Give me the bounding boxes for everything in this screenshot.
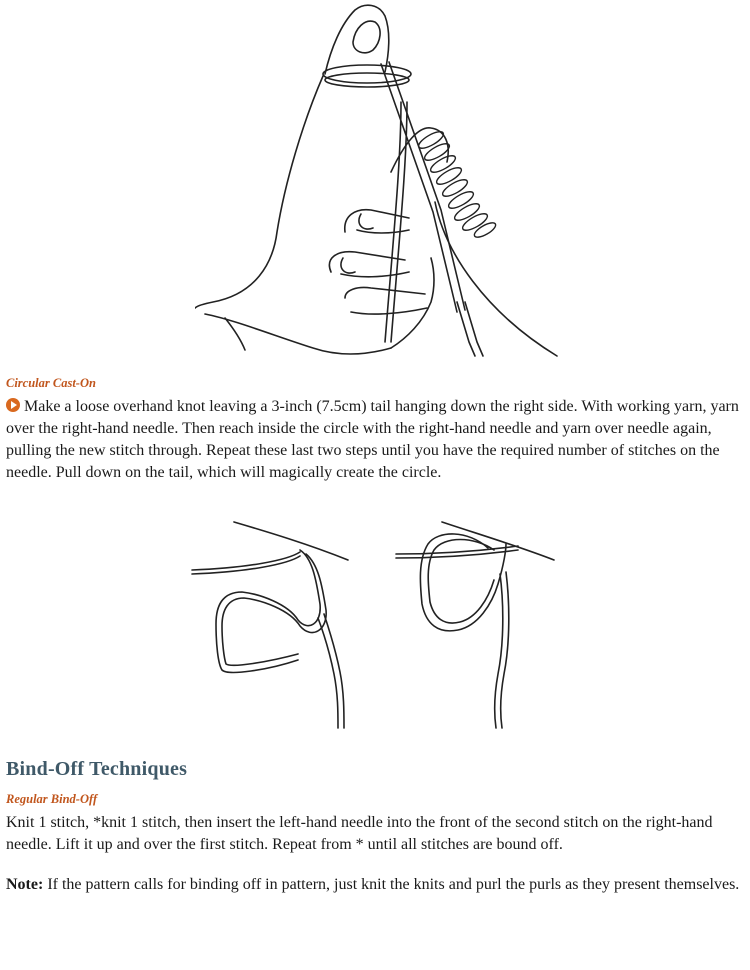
right-tail xyxy=(495,574,503,728)
note-label: Note: xyxy=(6,876,44,893)
hand-outline xyxy=(195,76,323,308)
fingernail-1 xyxy=(359,214,373,229)
finger-1 xyxy=(345,210,409,232)
yarn-strand xyxy=(385,102,401,342)
palm-lower xyxy=(205,314,391,354)
circular-cast-on-text: Make a loose overhand knot leaving a 3-inch (7.5cm) tail hanging down the right side. With working yarn, yarn over the right-hand needle. Then reach inside the circle with the right-hand needle and yarn over needle again, pulling the new stitch through. Repeat these last two steps until you have the required number of stitches on the needle. Pull down on the tail, which will magically create the circle. xyxy=(6,398,739,481)
right-needle-top xyxy=(442,522,554,560)
fingernail-2 xyxy=(341,258,355,273)
thumbnail xyxy=(353,21,380,53)
loop-diagram-illustration xyxy=(188,514,562,734)
finger-1-tip xyxy=(357,230,409,233)
play-arrow-icon xyxy=(6,398,20,412)
note-text: If the pattern calls for binding off in pattern, just knit the knits and purl the purls as they present themselves. xyxy=(43,876,740,893)
finger-3-tip xyxy=(351,308,427,314)
left-loop-outer xyxy=(216,550,320,672)
yarn-strand-2 xyxy=(391,102,407,342)
regular-bind-off-text: Knit 1 stitch, *knit 1 stitch, then insert the left-hand needle into the front of the second stitch on the right-hand needle. Lift it up and over the first stitch. Repeat from * until all stitches are bound off. xyxy=(6,814,713,853)
circular-cast-on-paragraph xyxy=(6,396,742,484)
left-needle-edge xyxy=(192,552,300,570)
note-paragraph xyxy=(6,874,742,896)
hand-needle-illustration xyxy=(195,2,565,358)
left-needle-top xyxy=(234,522,348,560)
left-tail xyxy=(318,618,338,728)
finger-3 xyxy=(345,287,425,298)
needle-lower-2 xyxy=(465,302,483,356)
yarn-loop-thumb xyxy=(323,65,411,83)
regular-bind-off-subtitle: Regular Bind-Off xyxy=(6,792,98,806)
circular-cast-on-subtitle: Circular Cast-On xyxy=(6,376,96,390)
bind-off-heading: Bind-Off Techniques xyxy=(6,758,188,780)
needle-upper-2 xyxy=(389,62,465,310)
stitches xyxy=(416,129,497,240)
